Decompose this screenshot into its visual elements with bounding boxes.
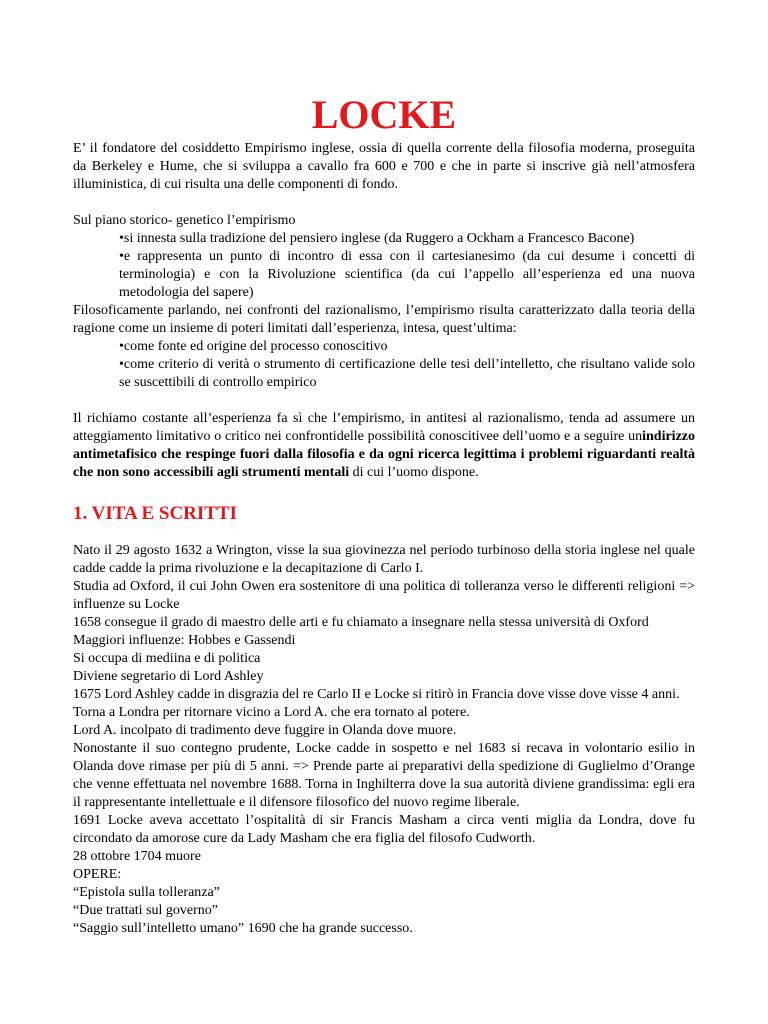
richiamo-text-before: Il richiamo costante all’esperienza fa sì che l’empirismo, in antitesi al razionalismo, tenda ad assumere un atteggiamento limitativo o critico nei confrontidelle possibilità conoscitivee dell’uomo e a seguire un [73,411,695,444]
richiamo-paragraph [73,410,695,482]
biography-line: 1691 Locke aveva accettato l’ospitalità di sir Francis Masham a circa venti miglia da Londra, dove fu circondato da amorose cure da Lady Masham che era figlia del filosofo Cudworth. [73,813,695,846]
philosophical-bullet: •come fonte ed origine del processo conoscitivo [119,339,388,354]
philosophical-paragraph: Filosoficamente parlando, nei confronti del razionalismo, l’empirismo risulta caratterizzato dalla teoria della ragione come un insieme di poteri limitati dall’esperienza, intesa, quest’ultima: [73,303,695,336]
biography-line: Si occupa di mediina e di politica [73,651,261,666]
work-title: “Saggio sull’intelletto umano” 1690 che ha grande successo. [73,921,413,936]
richiamo-bold-text: indirizzo antimetafisico che respinge fuori dalla filosofia e da ogni ricerca legittima i problemi riguardanti realtà che non sono accessibili agli strumenti mentali [73,429,695,480]
biography-line: Studia ad Oxford, il cui John Owen era sostenitore di una politica di tolleranza verso le differenti religioni => influenze su Locke [73,579,695,612]
biography-line: Nonostante il suo contegno prudente, Locke cadde in sospetto e nel 1683 si recava in volontario esilio in Olanda dove rimase per più di 5 anni. => Prende parte ai preparativi della spedizione di Guglielmo d’Orange che venne effettuata nel novembre 1688. Torna in Inghilterra dove la sua autorità diviene grandissima: egli era il rappresentante intellettuale e il difensore filosofico del nuovo regime liberale. [73,741,695,810]
section-heading-vita-e-scritti: 1. VITA E SCRITTI [73,503,238,524]
historical-heading: Sul piano storico- genetico l’empirismo [73,213,296,228]
biography-line: 28 ottobre 1704 muore [73,849,201,864]
biography-line: 1675 Lord Ashley cadde in disgrazia del re Carlo II e Locke si ritirò in Francia dove visse dove visse 4 anni. [73,687,680,702]
historical-bullet: •si innesta sulla tradizione del pensiero inglese (da Ruggero a Ockham a Francesco Bacone) [119,231,635,246]
biography-line: Torna a Londra per ritornare vicino a Lord A. che era tornato al potere. [73,705,470,720]
page-title: LOCKE [311,92,457,137]
biography-line: Diviene segretario di Lord Ashley [73,669,264,684]
philosophical-bullet: •come criterio di verità o strumento di certificazione delle tesi dell’intelletto, che risultano valide solo se suscettibili di controllo empirico [119,357,695,390]
intro-paragraph: E’ il fondatore del cosiddetto Empirismo inglese, ossia di quella corrente della filosofia moderna, proseguita da Berkeley e Hume, che si sviluppa a cavallo fra 600 e 700 e che in parte si inscrive già nell’atmosfera illuministica, di cui risulta una delle componenti di fondo. [73,141,695,192]
spacer [73,392,695,410]
work-title: “Epistola sulla tolleranza” [73,885,220,900]
work-title: “Due trattati sul governo” [73,903,219,918]
biography-line: Lord A. incolpato di tradimento deve fuggire in Olanda dove muore. [73,723,457,738]
spacer [73,194,695,212]
biography-list [73,542,695,938]
richiamo-text-after: di cui l’uomo dispone. [349,465,479,480]
biography-line: Maggiori influenze: Hobbes e Gassendi [73,633,296,648]
biography-line: Nato il 29 agosto 1632 a Wrington, visse la sua giovinezza nel periodo turbinoso della storia inglese nel quale cadde cadde la prima rivoluzione e la decapitazione di Carlo I. [73,543,695,576]
works-heading: OPERE: [73,867,122,882]
biography-line: 1658 consegue il grado di maestro delle arti e fu chiamato a insegnare nella stessa università di Oxford [73,615,649,630]
document-page [73,90,695,938]
historical-bullet: •e rappresenta un punto di incontro di essa con il cartesianesimo (da cui desume i concetti di terminologia) e con la Rivoluzione scientifica (da cui l’appello all’esperienza ed una nuova metodologia del sapere) [119,249,695,300]
